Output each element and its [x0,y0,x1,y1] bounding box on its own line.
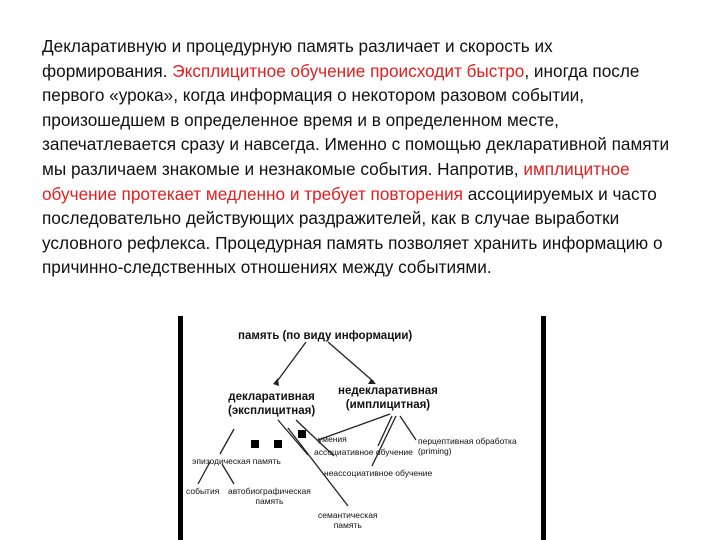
node-autobio-line1: автобиографическая [228,486,311,496]
paragraph-part-1: Декларативную и процедурную память различает и скорость их формирования. [42,36,553,81]
bullet-square-1 [251,440,259,448]
body-paragraph [42,34,682,280]
node-nonassociative-learning: неассоциативное обучение [324,468,433,478]
node-events: события [186,486,220,496]
node-episodic: эпизодическая память [192,456,281,466]
node-nondeclarative [338,384,438,412]
edge-decl-episodic [220,429,234,454]
node-declarative-line2: (эксплицитная) [228,405,316,417]
node-semantic-line1: семантическая [318,510,378,520]
node-declarative-line1: декларативная [228,391,315,403]
arrowhead-declarative [273,378,279,386]
node-perceptual-line1: перцептивная обработка [418,436,517,446]
edge-episodic-autobio [222,464,234,484]
node-declarative [228,390,315,418]
node-perceptual-line2: (priming) [418,446,452,456]
edge-root-declarative [278,342,306,380]
edge-root-nondeclarative [328,342,374,382]
node-autobio-line2: память [255,496,284,506]
node-skills: умения [318,434,347,444]
edge-nondecl-assoc [378,416,392,446]
paragraph-part-3: , иногда после первого «урока», когда информация о некотором разовом событии, произошедшем в определенное время и в определенном месте, запечатлевается сразу и навсегда. Именно с помощью декларативной памяти мы различаем знакомые и незнакомые события. Напротив, [42,60,670,179]
node-perceptual [418,436,517,456]
highlight-explicit-learning: Эксплицитное обучение происходит быстро [172,60,525,81]
memory-classification-diagram [178,316,546,540]
root-node-memory: память (по виду информации) [238,330,413,342]
edge-nondecl-nonassoc [372,416,396,466]
node-nondeclarative-line1: недекларативная [338,385,438,397]
node-semantic [318,510,378,530]
bullet-square-2 [274,440,282,448]
node-associative-learning: ассоциативное обучение [314,447,413,457]
edge-nondecl-perceptual [400,416,416,440]
node-autobiographical [228,486,311,506]
node-semantic-line2: память [333,520,362,530]
diagram-edges [178,316,546,540]
highlight-implicit-learning: имплицитное обучение протекает медленно и требует повторения [42,158,630,204]
bullet-square-3 [298,430,306,438]
node-nondeclarative-line2: (имплицитная) [345,399,431,411]
paragraph-part-5: ассоциируемых и часто последовательно действующих раздражителей, как в случае выработки условного рефлекса. Процедурная память позволяет хранить информацию о причинно-следственных отношениях между событиями. [42,183,663,278]
